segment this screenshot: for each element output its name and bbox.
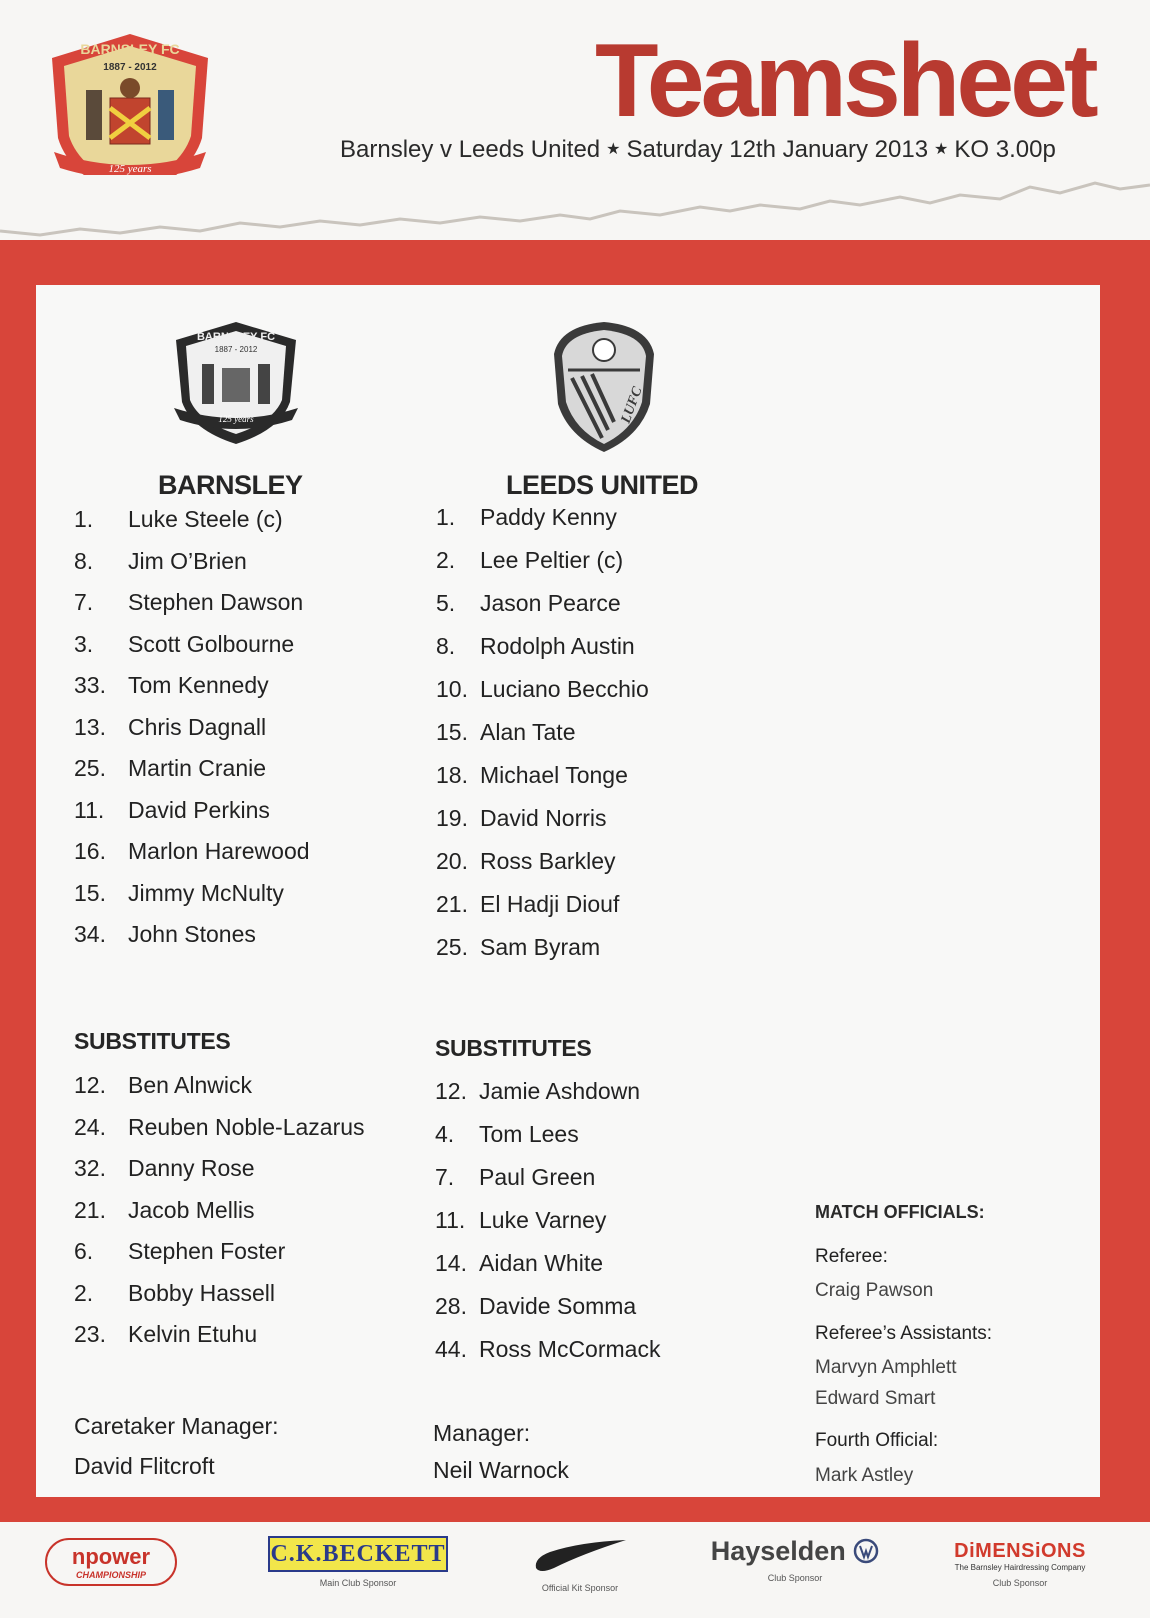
player-name: Ross McCormack: [479, 1336, 661, 1362]
player-row: [436, 547, 649, 590]
npower-sub: CHAMPIONSHIP: [75, 1570, 146, 1580]
player-number: 6.: [74, 1238, 94, 1264]
player-number: 3.: [74, 630, 94, 657]
crest-ribbon-text: 125 years: [108, 163, 152, 175]
player-name: Bobby Hassell: [128, 1279, 276, 1306]
player-name: Luke Steele (c): [128, 506, 283, 532]
player-row: [436, 848, 649, 891]
player-name: Ben Alnwick: [128, 1072, 253, 1098]
beckett-brand: C.K.BECKETT: [268, 1536, 448, 1572]
player-name: Luciano Becchio: [480, 676, 649, 702]
page-title: Teamsheet: [595, 23, 1095, 139]
player-row: [74, 755, 310, 797]
player-row: [435, 1121, 660, 1164]
player-number: 12.: [74, 1072, 106, 1098]
player-name: Lee Peltier (c): [480, 547, 624, 573]
player-row: [436, 762, 649, 805]
npower-logo: [45, 1538, 177, 1586]
match-info: [340, 136, 1056, 164]
player-name: David Perkins: [128, 796, 270, 823]
player-row: [74, 921, 310, 963]
player-name: Rodolph Austin: [480, 633, 635, 659]
player-number: 15.: [436, 719, 468, 745]
player-number: 5.: [436, 590, 456, 616]
player-name: Michael Tonge: [480, 762, 628, 788]
player-name: Jamie Ashdown: [479, 1078, 641, 1104]
player-number: 1.: [74, 506, 94, 532]
crest-years-text: 1887 - 2012: [103, 62, 157, 73]
player-row: [435, 1078, 660, 1121]
fourth-official-label: Fourth Official:: [815, 1430, 939, 1451]
barnsley-subs-list: [74, 1072, 365, 1363]
player-row: [74, 1155, 365, 1197]
player-number: 2.: [74, 1279, 94, 1306]
player-name: Stephen Dawson: [128, 589, 304, 615]
referee-name: Craig Pawson: [815, 1280, 934, 1301]
player-name: Paul Green: [479, 1164, 596, 1190]
player-row: [74, 589, 310, 631]
player-number: 20.: [436, 848, 468, 874]
player-number: 7.: [74, 589, 94, 615]
player-number: 16.: [74, 838, 106, 864]
player-name: Davide Somma: [479, 1293, 637, 1319]
player-row: [435, 1164, 660, 1207]
player-number: 33.: [74, 672, 106, 698]
player-row: [436, 676, 649, 719]
player-name: Luke Varney: [479, 1207, 607, 1233]
dimensions-brand: DiMENSiONS: [954, 1540, 1086, 1562]
player-name: Jason Pearce: [480, 590, 621, 616]
player-row: [436, 934, 649, 977]
player-row: [74, 1114, 365, 1156]
assistants-label: Referee’s Assistants:: [815, 1323, 993, 1344]
crest-letters-text: LUFC: [618, 385, 646, 426]
beckett-logo: [268, 1536, 448, 1588]
player-row: [74, 548, 310, 590]
player-number: 19.: [436, 805, 468, 831]
match-date: Saturday 12th January 2013: [626, 136, 929, 163]
player-name: Jim O’Brien: [128, 547, 247, 574]
player-name: Chris Dagnall: [128, 713, 267, 740]
player-number: 21.: [74, 1196, 106, 1223]
player-name: Tom Kennedy: [128, 672, 269, 698]
leeds-subs-heading: SUBSTITUTES: [435, 1035, 592, 1061]
nike-logo: [520, 1538, 640, 1593]
player-number: 21.: [436, 891, 468, 917]
crest-club-text: BARNSLEY FC: [80, 41, 180, 57]
player-name: Aidan White: [479, 1250, 604, 1276]
referee-label: Referee:: [815, 1246, 888, 1267]
fourth-official-name: Mark Astley: [815, 1465, 914, 1486]
player-number: 10.: [436, 676, 468, 702]
leeds-subs-list: [435, 1078, 660, 1379]
crest-ribbon-text: 125 years: [218, 414, 254, 424]
player-number: 7.: [435, 1164, 455, 1190]
player-row: [436, 504, 649, 547]
star-icon: ★: [606, 141, 621, 158]
officials-heading: MATCH OFFICIALS:: [815, 1202, 985, 1222]
player-number: 2.: [436, 547, 456, 573]
player-row: [436, 590, 649, 633]
barnsley-manager-label: Caretaker Manager:: [74, 1413, 279, 1439]
hayselden-brand: Hayselden: [710, 1536, 846, 1566]
player-row: [436, 719, 649, 762]
player-number: 24.: [74, 1113, 106, 1140]
npower-brand: npower: [71, 1544, 151, 1569]
player-name: Tom Lees: [479, 1121, 579, 1147]
player-row: [435, 1336, 660, 1379]
player-name: Jimmy McNulty: [128, 879, 284, 906]
dimensions-sub: The Barnsley Hairdressing Company: [954, 1563, 1086, 1572]
player-name: El Hadji Diouf: [480, 891, 620, 917]
player-name: Scott Golbourne: [128, 630, 295, 657]
player-number: 13.: [74, 713, 106, 740]
vw-badge-icon: [853, 1538, 879, 1564]
barnsley-manager-name: David Flitcroft: [74, 1453, 215, 1479]
player-row: [74, 714, 310, 756]
player-name: Alan Tate: [480, 719, 576, 745]
crest-club-text: BARNSLEY FC: [196, 331, 276, 343]
leeds-manager-label: Manager:: [433, 1420, 531, 1446]
team-name-leeds: LEEDS UNITED: [506, 470, 699, 500]
hayselden-logo: [700, 1536, 890, 1583]
player-name: Paddy Kenny: [480, 504, 617, 530]
player-number: 15.: [74, 879, 106, 906]
player-name: David Norris: [480, 805, 607, 831]
player-name: Danny Rose: [128, 1155, 255, 1181]
star-icon: ★: [934, 141, 949, 158]
nike-swoosh-icon: [530, 1538, 630, 1574]
player-row: [74, 631, 310, 673]
beckett-caption: Main Club Sponsor: [319, 1578, 397, 1588]
player-number: 4.: [435, 1121, 455, 1147]
torn-paper-edge: [0, 175, 1150, 255]
player-number: 14.: [435, 1250, 467, 1276]
player-row: [435, 1207, 660, 1250]
leeds-manager-name: Neil Warnock: [433, 1457, 569, 1483]
leeds-players-list: [436, 504, 649, 977]
barnsley-subs-heading: SUBSTITUTES: [74, 1028, 231, 1054]
player-number: 25.: [74, 755, 106, 781]
player-number: 44.: [435, 1336, 467, 1362]
barnsley-crest-mono-icon: [170, 318, 302, 448]
barnsley-players-list: [74, 506, 310, 963]
player-row: [74, 880, 310, 922]
player-number: 34.: [74, 921, 106, 947]
crest-years-text: 1887 - 2012: [214, 345, 258, 354]
player-row: [74, 1321, 365, 1363]
player-number: 11.: [435, 1207, 466, 1233]
hayselden-caption: Club Sponsor: [767, 1573, 823, 1583]
player-row: [74, 1197, 365, 1239]
player-name: Sam Byram: [480, 934, 601, 960]
leeds-crest-icon: [548, 318, 660, 456]
player-number: 1.: [436, 504, 456, 530]
player-row: [74, 506, 310, 548]
player-row: [74, 1238, 365, 1280]
player-name: Ross Barkley: [480, 848, 616, 874]
player-name: John Stones: [128, 921, 256, 947]
player-row: [435, 1293, 660, 1336]
player-row: [435, 1250, 660, 1293]
player-row: [74, 672, 310, 714]
assistant-name-2: Edward Smart: [815, 1388, 936, 1409]
match-kickoff: KO 3.00p: [954, 136, 1056, 163]
match-fixture: Barnsley v Leeds United: [340, 136, 601, 163]
player-number: 25.: [436, 934, 468, 960]
player-row: [436, 633, 649, 676]
assistant-name-1: Marvyn Amphlett: [815, 1357, 957, 1378]
player-name: Kelvin Etuhu: [128, 1321, 258, 1347]
player-row: [74, 1072, 365, 1114]
player-name: Marlon Harewood: [128, 838, 310, 864]
player-row: [74, 1280, 365, 1322]
player-number: 8.: [436, 633, 456, 659]
player-number: 12.: [435, 1078, 467, 1104]
dimensions-logo: [950, 1540, 1090, 1588]
player-row: [436, 805, 649, 848]
player-row: [436, 891, 649, 934]
player-name: Martin Cranie: [128, 755, 267, 781]
player-number: 23.: [74, 1321, 106, 1347]
player-number: 11.: [74, 796, 105, 823]
player-number: 8.: [74, 547, 94, 574]
dimensions-caption: Club Sponsor: [992, 1578, 1048, 1588]
player-name: Jacob Mellis: [128, 1196, 255, 1223]
sponsors-bar: [0, 1522, 1150, 1618]
player-number: 18.: [436, 762, 468, 788]
player-row: [74, 838, 310, 880]
team-name-barnsley: BARNSLEY: [158, 470, 303, 500]
player-number: 32.: [74, 1155, 106, 1181]
nike-caption: Official Kit Sponsor: [541, 1583, 619, 1593]
player-name: Reuben Noble-Lazarus: [128, 1113, 365, 1140]
player-name: Stephen Foster: [128, 1238, 286, 1264]
player-row: [74, 797, 310, 839]
player-number: 28.: [435, 1293, 467, 1319]
